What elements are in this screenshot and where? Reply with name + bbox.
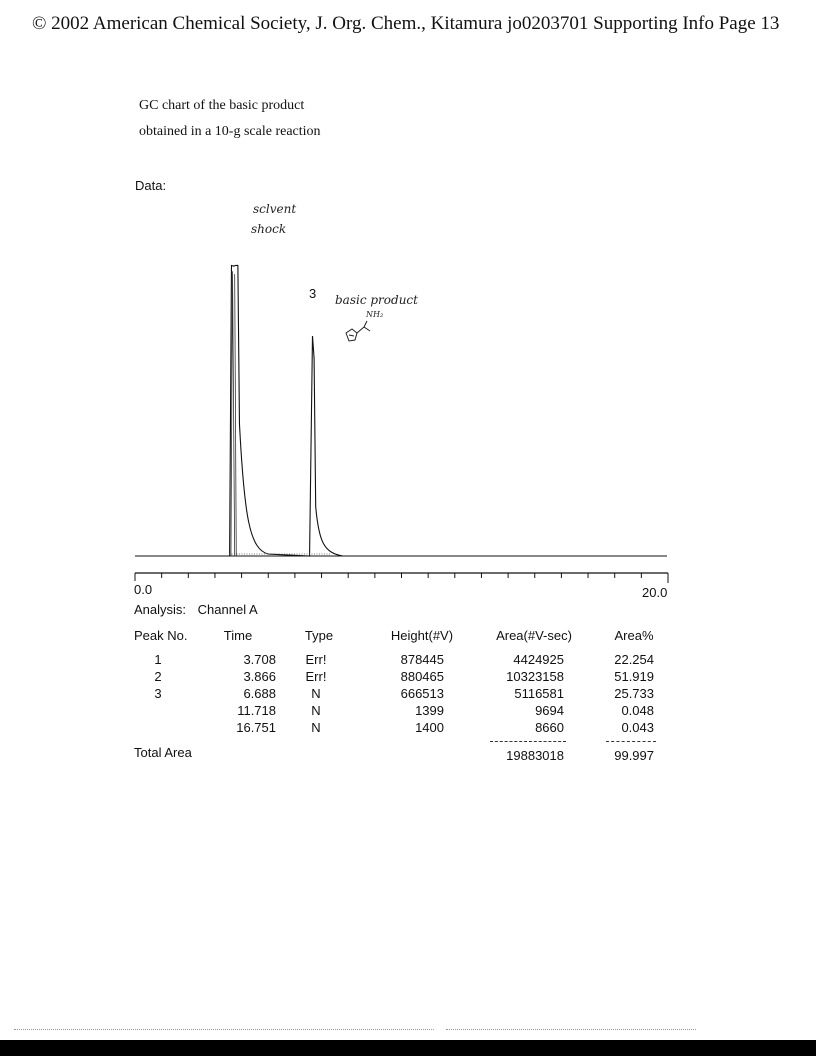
table-row xyxy=(134,720,674,736)
scan-artifact-line xyxy=(14,1029,434,1030)
header-peak-no: Peak No. xyxy=(134,628,188,643)
peak-time: 11.718 xyxy=(237,703,276,718)
total-area-pct: 99.997 xyxy=(614,748,654,763)
header-area: Area(#V-sec) xyxy=(496,628,572,643)
caption-line-2: obtained in a 10-g scale reaction xyxy=(139,124,321,139)
chromatogram-trace-inner xyxy=(231,271,236,556)
peak-height: 666513 xyxy=(400,686,444,701)
x-axis-end-label: 20.0 xyxy=(642,585,668,600)
x-axis-start-label: 0.0 xyxy=(134,582,153,597)
basic-product-annotation: basic product xyxy=(335,293,418,307)
peak-type: N xyxy=(311,703,321,718)
peak-area: 9694 xyxy=(535,703,564,718)
header-height: Height(#V) xyxy=(390,628,454,643)
peak-area: 8660 xyxy=(535,720,564,735)
table-row xyxy=(134,686,674,702)
peak-area-pct: 51.919 xyxy=(614,669,654,684)
area-sum-line xyxy=(490,741,566,742)
total-area-value: 19883018 xyxy=(506,748,564,763)
header-type: Type xyxy=(304,628,334,643)
x-axis-ticks xyxy=(162,573,642,578)
peak-time: 3.708 xyxy=(243,652,276,667)
peak-area: 5116581 xyxy=(514,686,564,701)
peak-type: Err! xyxy=(305,669,327,684)
peak-height: 880465 xyxy=(400,669,444,684)
peak-time: 6.688 xyxy=(243,686,276,701)
header-time: Time xyxy=(223,628,253,643)
peak-height: 1399 xyxy=(415,703,444,718)
chromatogram-trace xyxy=(135,265,667,556)
table-row xyxy=(134,652,674,668)
table-row xyxy=(134,669,674,685)
peak-time: 3.866 xyxy=(243,669,276,684)
table-row xyxy=(134,703,674,719)
peak-no: 2 xyxy=(154,669,162,684)
scan-artifact-line xyxy=(446,1029,696,1030)
analysis-line xyxy=(134,602,258,617)
peak-area: 4424925 xyxy=(513,652,564,667)
peak-area: 10323158 xyxy=(506,669,564,684)
aminoindan-sketch-icon xyxy=(346,321,370,341)
peak-area-pct: 22.254 xyxy=(614,652,654,667)
peak-height: 1400 xyxy=(415,720,444,735)
peak-area-pct: 0.043 xyxy=(621,720,654,735)
peak-time: 16.751 xyxy=(236,720,276,735)
peak-no: 1 xyxy=(154,652,162,667)
peak-3-label: 3 xyxy=(309,286,317,301)
solvent-annotation: sclvent xyxy=(253,202,297,216)
peak-type: N xyxy=(311,686,321,701)
peak-type: Err! xyxy=(305,652,327,667)
shock-annotation: shock xyxy=(251,222,287,236)
peak-type: N xyxy=(311,720,321,735)
peak-height: 878445 xyxy=(400,652,444,667)
peak-area-pct: 25.733 xyxy=(614,686,654,701)
data-label: Data: xyxy=(135,178,167,193)
page-header: © 2002 American Chemical Society, J. Org. Chem., Kitamura jo0203701 Supporting Info Page 13 xyxy=(32,13,780,34)
channel-name: Channel A xyxy=(197,602,258,617)
caption-line-1: GC chart of the basic product xyxy=(139,98,305,113)
analysis-label: Analysis: xyxy=(134,602,187,617)
peak-no: 3 xyxy=(154,686,162,701)
area-pct-sum-line xyxy=(606,741,656,742)
nh2-annotation: NH₂ xyxy=(366,310,384,319)
total-area-label: Total Area xyxy=(134,745,192,760)
peak-area-pct: 0.048 xyxy=(621,703,654,718)
header-area-pct: Area% xyxy=(614,628,654,643)
page-bottom-bar xyxy=(0,1040,816,1056)
